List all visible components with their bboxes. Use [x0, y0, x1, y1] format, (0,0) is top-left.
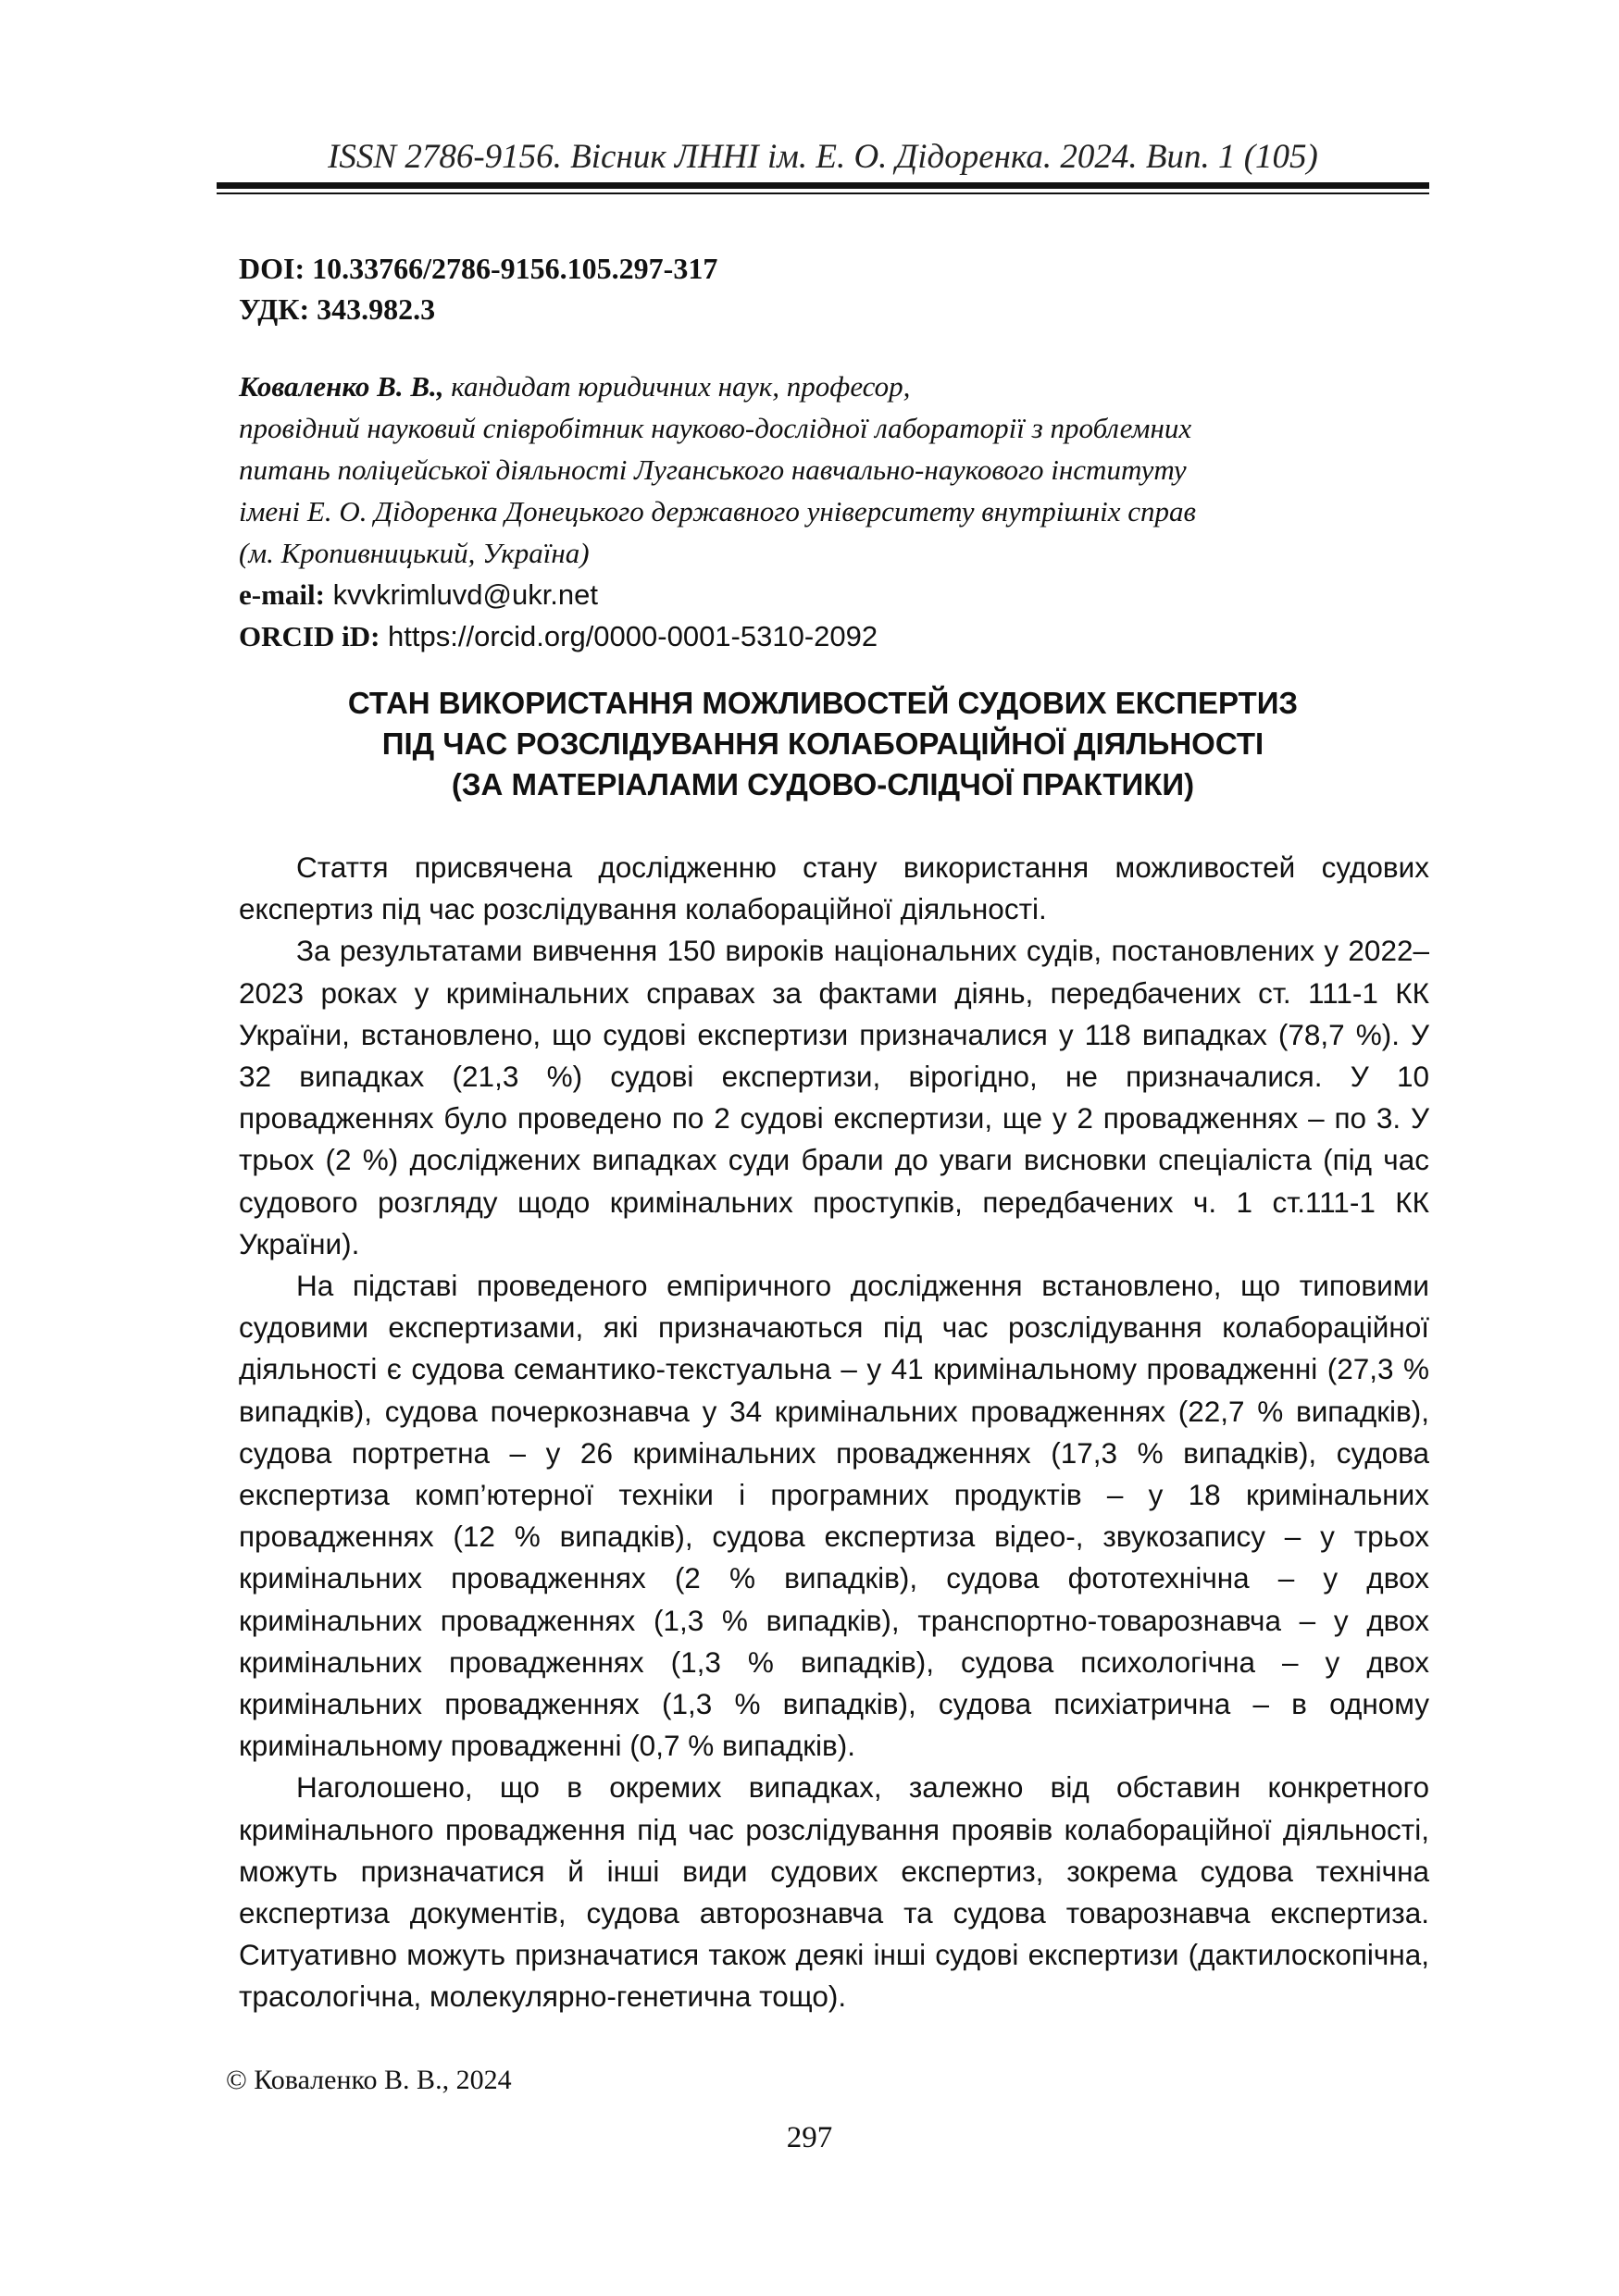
running-header: ISSN 2786-9156. Вісник ЛННІ ім. Е. О. Дідоренка. 2024. Вип. 1 (105)	[328, 138, 1318, 176]
email-label: e-mail:	[239, 578, 325, 611]
page-number: 297	[786, 2121, 833, 2154]
email-address: kvvkrimluvd@ukr.net	[324, 578, 599, 611]
orcid-label: ORCID iD:	[239, 620, 380, 652]
header-rule-thick	[217, 182, 1429, 189]
abstract-paragraph: За результатами вивчення 150 вироків національних судів, постановлених у 2022–2023 роках у кримінальних справах за фактами діянь, передбачених ст. 111-1 КК України, встановлено, що судові експертизи призначалися у 118 випадках (78,7 %). У 32 випадках (21,3 %) судові експертизи, вірогідно, не призначалися. У 10 провадженнях було проведено по 2 судові експертизи, ще у 2 провадженнях – по 3. У трьох (2 %) досліджених випадках суди брали до уваги висновки спеціаліста (під час судового розгляду щодо кримінальних проступків, передбачених ч. 1 ст.111-1 КК України).	[239, 934, 1429, 1260]
doi: DOI: 10.33766/2786-9156.105.297-317	[239, 252, 718, 285]
copyright-notice: © Коваленко В. В., 2024	[226, 2065, 512, 2095]
orcid-line	[239, 615, 1442, 657]
title-line: (ЗА МАТЕРІАЛАМИ СУДОВО-СЛІДЧОЇ ПРАКТИКИ)	[451, 767, 1195, 801]
affiliation-line: питань поліцейської діяльності Луганського навчально-наукового інституту	[239, 453, 1187, 486]
affiliation-line: імені Е. О. Дідоренка Донецького державного університету внутрішніх справ	[239, 495, 1196, 527]
orcid-link: https://orcid.org/0000-0001-5310-2092	[380, 620, 878, 652]
article-title	[217, 683, 1429, 805]
title-line: ПІД ЧАС РОЗСЛІДУВАННЯ КОЛАБОРАЦІЙНОЇ ДІЯЛЬНОСТІ	[381, 726, 1264, 761]
abstract-paragraph: Стаття присвячена дослідженню стану використання можливостей судових експертиз під час розслідування колабораційної діяльності.	[239, 850, 1429, 926]
udc: УДК: 343.982.3	[239, 292, 436, 326]
article-meta	[239, 248, 717, 329]
header-rule-thin	[217, 192, 1429, 194]
author-line	[239, 366, 1442, 407]
author-degree: кандидат юридичних наук, професор,	[443, 370, 911, 403]
email-line	[239, 574, 1442, 615]
abstract-paragraph: На підставі проведеного емпіричного дослідження встановлено, що типовими судовими експертизами, які призначаються під час розслідування колабораційної діяльності є судова семантико-текстуальна – у 41 кримінальному провадженні (27,3 % випадків), судова почеркознавча у 34 кримінальних провадженнях (22,7 % випадків), судова портретна – у 26 кримінальних провадженнях (17,3 % випадків), судова експертиза комп’ютерної техніки і програмних продуктів – у 18 кримінальних провадженнях (12 % випадків), судова експертиза відео-, звукозапису – у трьох кримінальних провадженнях (2 % випадків), судова фототехнічна – у двох кримінальних провадженнях (1,3 % випадків), транспортно-товарознавча – у двох кримінальних провадженнях (1,3 % випадків), судова психологічна – у двох кримінальних провадженнях (1,3 % випадків), судова психіатрична – в одному кримінальному провадженні (0,7 % випадків).	[239, 1269, 1429, 1763]
affiliation-line: провідний науковий співробітник науково-дослідної лабораторії з проблемних	[239, 412, 1192, 444]
abstract	[239, 847, 1429, 2018]
author-block	[239, 366, 1442, 657]
affiliation-line: (м. Кропивницький, Україна)	[239, 537, 590, 569]
title-line: СТАН ВИКОРИСТАННЯ МОЖЛИВОСТЕЙ СУДОВИХ ЕКСПЕРТИЗ	[347, 686, 1299, 720]
abstract-paragraph: Наголошено, що в окремих випадках, залежно від обставин конкретного кримінального провадження під час розслідування проявів колабораційної діяльності, можуть призначатися й інші види судових експертиз, зокрема судова технічна експертиза документів, судова авторознавча та судова товарознавча експертиза. Ситуативно можуть призначатися також деякі інші судові експертизи (дактилоскопічна, трасологічна, молекулярно-генетична тощо).	[239, 1770, 1429, 2014]
author-name: Коваленко В. В.,	[239, 370, 444, 403]
